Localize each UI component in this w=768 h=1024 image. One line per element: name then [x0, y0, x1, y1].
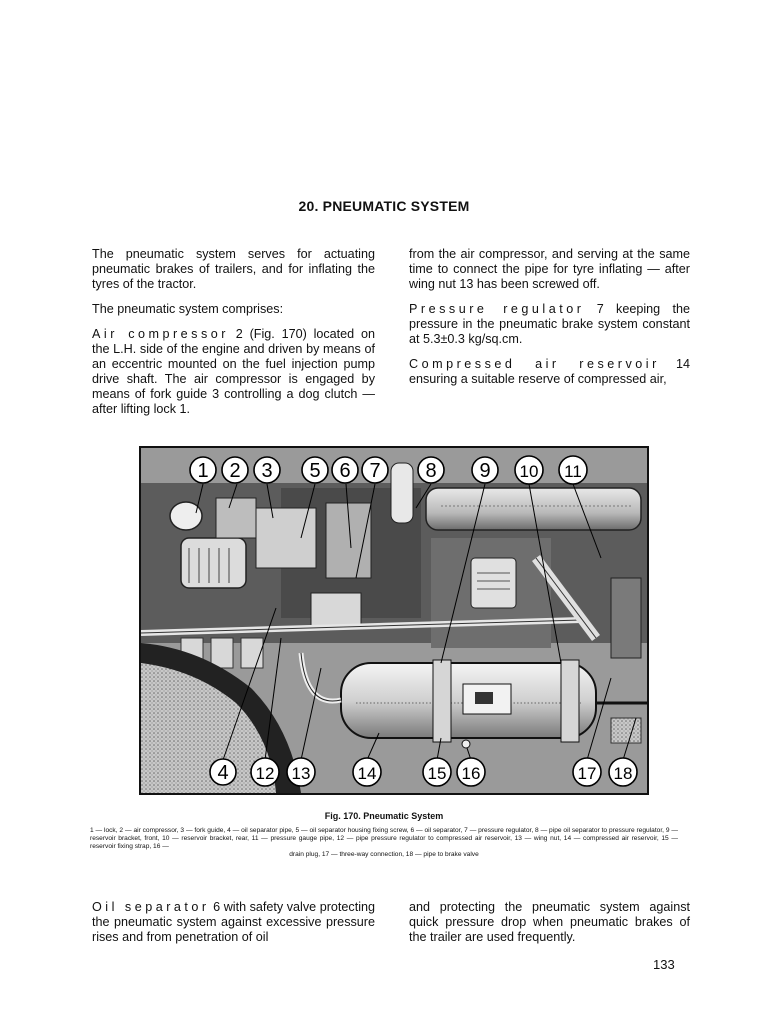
figure-legend-last-line: drain plug, 17 — three-way connection, 18 — pipe to brake valve: [289, 851, 479, 858]
svg-text:18: 18: [613, 764, 633, 783]
svg-text:11: 11: [564, 462, 582, 481]
callout-12: [251, 758, 279, 786]
figure-legend: 1 — lock, 2 — air compressor, 3 — fork guide, 4 — oil separator pipe, 5 — oil separator housing fixing screw, 6 — oil separator, 7 — pressure regulator, 8 — pipe oil separator to pressure regulator, 9 — reservoir bracket, front, 10 — reservoir bracket, rear, 11 — pressure gauge pipe, 12 — pipe pressure regulator to compressed air reservoir, 13 — wing nut, 14 — compressed air reservoir, 15 — reservoir fixing strap, 16 —: [90, 827, 678, 850]
reservoir-text: 14 ensuring a suitable reserve of compressed air,: [409, 357, 690, 386]
reservoir-term: Compressed air reservoir: [409, 357, 660, 371]
air-compressor-paragraph: [92, 327, 375, 417]
svg-text:7: 7: [369, 460, 381, 482]
svg-text:13: 13: [291, 764, 311, 783]
right-column: [409, 247, 690, 397]
pneumatic-system-photo: [139, 446, 649, 795]
svg-text:1: 1: [197, 460, 209, 482]
callout-14: [353, 758, 381, 786]
callout-13: [287, 758, 315, 786]
pressure-regulator-paragraph: [409, 302, 690, 347]
protecting-paragraph: and protecting the pneumatic system against quick pressure drop when pneumatic brakes of the trailer are used frequently.: [409, 900, 690, 944]
callout-17: [573, 758, 601, 786]
svg-text:16: 16: [461, 764, 481, 783]
svg-text:4: 4: [217, 762, 229, 784]
svg-text:6: 6: [339, 460, 351, 482]
svg-text:8: 8: [425, 460, 437, 482]
svg-text:9: 9: [479, 460, 491, 482]
continued-paragraph: from the air compressor, and serving at the same time to connect the pipe for tyre inflating — after wing nut 13 has been screwed off.: [409, 247, 690, 291]
callout-7: [362, 457, 388, 483]
oil-separator-text: 6 with safety valve protecting the pneumatic system against excessive pressure rises and from penetration of oil: [92, 900, 375, 944]
reservoir-paragraph: [409, 357, 690, 387]
svg-text:14: 14: [357, 764, 377, 783]
callout-11: [559, 456, 587, 484]
left-column: [92, 247, 375, 427]
callout-4: [210, 759, 236, 785]
svg-text:2: 2: [229, 460, 241, 482]
callout-9: [472, 457, 498, 483]
svg-text:10: 10: [519, 462, 539, 481]
comprises-paragraph: The pneumatic system comprises:: [92, 302, 284, 316]
callout-3: [254, 457, 280, 483]
pressure-regulator-term: Pressure regulator: [409, 302, 585, 316]
svg-text:12: 12: [255, 764, 275, 783]
air-compressor-text: 2 (Fig. 170) located on the L.H. side of the engine and driven by means of an eccentric mounted on the fuel injection pump drive shaft. The air compressor is engaged by means of fork guide 3 controlling a dog clutch — after lifting lock 1.: [92, 327, 375, 416]
callout-15: [423, 758, 451, 786]
oil-separator-paragraph: [92, 900, 375, 945]
bottom-left-column: [92, 900, 375, 955]
callout-2: [222, 457, 248, 483]
air-compressor-term: Air compressor: [92, 327, 229, 341]
page-title: 20. PNEUMATIC SYSTEM: [298, 198, 470, 214]
callout-1: [190, 457, 216, 483]
figure-caption: Fig. 170. Pneumatic System: [324, 811, 444, 821]
callout-18: [609, 758, 637, 786]
bottom-right-column: [409, 900, 690, 955]
svg-text:17: 17: [577, 764, 597, 783]
svg-text:15: 15: [427, 764, 447, 783]
callout-6: [332, 457, 358, 483]
callout-5: [302, 457, 328, 483]
svg-text:5: 5: [309, 460, 321, 482]
intro-paragraph: The pneumatic system serves for actuating pneumatic brakes of trailers, and for inflating the tyres of the tractor.: [92, 247, 375, 291]
callout-8: [418, 457, 444, 483]
engine-photo-illustration: [141, 448, 647, 793]
page-number: 133: [653, 957, 675, 972]
callout-10: [515, 456, 543, 484]
air-compressor: [181, 538, 246, 588]
oil-separator-term: Oil separator: [92, 900, 210, 914]
svg-text:3: 3: [261, 460, 273, 482]
callout-16: [457, 758, 485, 786]
pressure-regulator-text: 7 keeping the pressure in the pneumatic brake system constant at 5.3±0.3 kg/sq.cm.: [409, 302, 690, 346]
